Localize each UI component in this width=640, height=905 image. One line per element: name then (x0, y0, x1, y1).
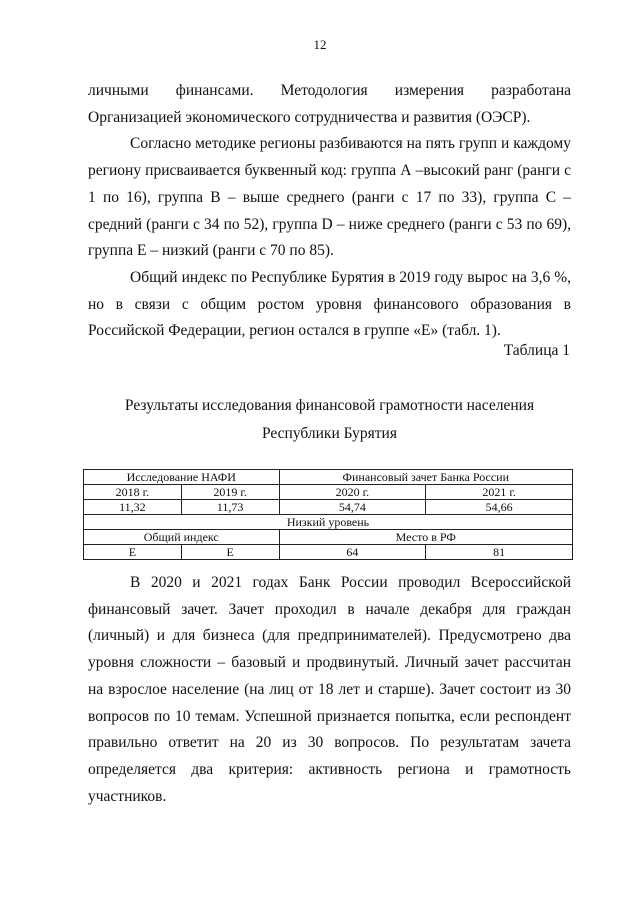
paragraph: В 2020 и 2021 годах Банк России проводил Всероссийской финансовый зачет. Зачет проходил в начале декабря для граждан (личный) и для бизнеса (для предпринимателей). Предусмотрено два уровня сложности – базовый и продвинутый. Личный зачет рассчитан на взрослое население (на лиц от 18 лет и старше). Зачет состоит из 30 вопросов по 10 темам. Успешной признается попытка, если респондент правильно ответит на 20 из 30 вопросов. По результатам зачета определяется два критерия: активность региона и грамотность участников. (88, 574, 571, 805)
table-label: Таблица 1 (503, 342, 570, 359)
table-cell: Низкий уровень (84, 515, 573, 530)
results-table (83, 469, 573, 560)
table-header-cell: Место в РФ (279, 530, 572, 545)
table-row (84, 470, 573, 485)
table-title-line: Результаты исследования финансовой грамотности населения (124, 397, 535, 414)
intro-text (88, 78, 571, 345)
table-cell: Е (181, 545, 279, 560)
table-row (84, 530, 573, 545)
page-number: 12 (313, 37, 327, 52)
table-row (84, 545, 573, 560)
table-cell: 81 (426, 545, 573, 560)
table-title-line: Республики Бурятия (262, 425, 397, 442)
paragraph: личными финансами. Методология измерения разработана Организацией экономического сотрудничества и развития (ОЭСР). (88, 82, 571, 126)
table-title (88, 392, 571, 448)
table-cell: Е (84, 545, 182, 560)
table-header-cell: 2019 г. (181, 485, 279, 500)
table-row (84, 485, 573, 500)
table-cell: 64 (279, 545, 426, 560)
closing-text (88, 570, 571, 810)
table-cell: 11,73 (181, 500, 279, 515)
paragraph: Согласно методике регионы разбиваются на пять групп и каждому региону присваивается буквенный код: группа А –высокий ранг (ранги с 1 по 16), группа В – выше среднего (ранги с 17 по 33), группа С – средний (ранги с 34 по 52), группа D – ниже среднего (ранги с 53 по 69), группа Е – низкий (ранги с 70 по 85). (88, 135, 571, 260)
table-header-cell: 2021 г. (426, 485, 573, 500)
table-cell: 54,74 (279, 500, 426, 515)
paragraph: Общий индекс по Республике Бурятия в 2019 году вырос на 3,6 %, но в связи с общим ростом уровня финансового образования в Российской Федерации, регион остался в группе «Е» (табл. 1). (88, 268, 571, 340)
table-header-cell: 2020 г. (279, 485, 426, 500)
table-header-cell: Общий индекс (84, 530, 280, 545)
table-row (84, 515, 573, 530)
table-row (84, 500, 573, 515)
table-cell: 54,66 (426, 500, 573, 515)
table-header-cell: 2018 г. (84, 485, 182, 500)
table-cell: 11,32 (84, 500, 182, 515)
table-header-cell: Исследование НАФИ (84, 470, 280, 485)
table-header-cell: Финансовый зачет Банка России (279, 470, 572, 485)
